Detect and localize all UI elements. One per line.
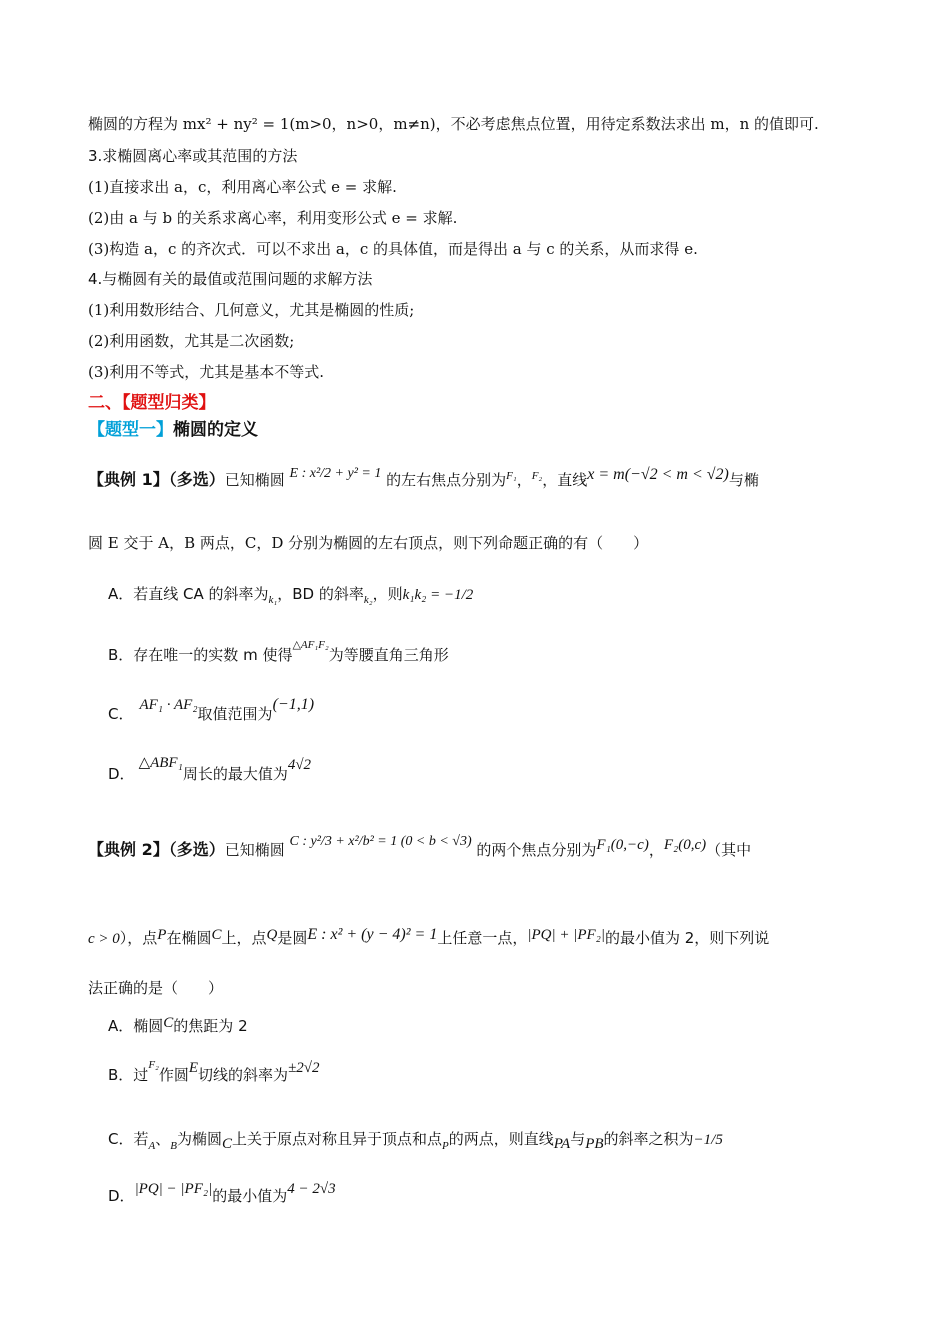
method-3-item-2: (2)由 a 与 b 的关系求离心率，利用变形公式 e = 求解.: [88, 209, 458, 227]
example-1-f2: F₂: [531, 470, 543, 482]
method-4-item-1: (1)利用数形结合、几何意义，尤其是椭圆的性质;: [88, 301, 415, 319]
example-1-line-1: [88, 468, 759, 494]
example-2-text-l2b: ），点: [119, 929, 158, 947]
example-1-text-a: 已知椭圆: [224, 471, 285, 489]
ex2-option-d-text-1: 的最小值为: [212, 1187, 288, 1205]
example-2-text-b: 的两个焦点分别为: [476, 841, 597, 859]
example-2-text-l2d: 上，点: [221, 929, 267, 947]
ex2-option-a-label: A．: [108, 1017, 134, 1035]
option-c-expr: AF₁ · AF₂: [139, 697, 198, 713]
example-1-label: 【典例 1】（多选）: [88, 470, 225, 489]
ex2-option-c-pb: PB: [585, 1136, 604, 1152]
example-2-sum-expr: |PQ| + |PF₂|: [527, 927, 605, 943]
ex2-option-c-text-6: 与: [570, 1130, 586, 1148]
option-b-triangle: △AF₁F₂: [292, 639, 329, 651]
example-1-f1: F₁: [506, 470, 517, 482]
option-a-text-1: 若直线 CA 的斜率为: [133, 585, 269, 603]
ex2-option-b-f2: F₂: [148, 1059, 159, 1071]
method-4-title: 4.与椭圆有关的最值或范围问题的求解方法: [88, 270, 373, 288]
example-2-text-l2e: 是圆: [277, 929, 308, 947]
ex2-option-b-text-3: 切线的斜率为: [198, 1066, 289, 1084]
option-a-label: A．: [108, 585, 134, 603]
example-2-option-c: [108, 1126, 723, 1154]
ex2-option-c-label: C．: [108, 1130, 134, 1148]
type-heading-bracket: 【题型一】: [88, 420, 173, 440]
ex2-option-b-value: ±2√2: [288, 1060, 320, 1076]
example-1-ellipse-eq: E : x²/2 + y² = 1: [289, 466, 382, 481]
ex2-option-a-c: C: [163, 1015, 174, 1031]
ex2-option-c-text-4: 上关于原点对称且异于顶点和点: [232, 1130, 443, 1148]
example-2-text-a: 已知椭圆: [224, 841, 285, 859]
example-2-option-b: [108, 1059, 320, 1090]
example-1-text-d: 与椭: [728, 471, 759, 489]
option-c-text-1: 取值范围为: [197, 705, 273, 723]
ex2-option-c-value: −1/5: [693, 1132, 723, 1148]
example-2-text-c: （其中: [706, 841, 752, 859]
option-b-label: B．: [108, 646, 134, 664]
ex2-option-c-a: A: [148, 1140, 156, 1152]
example-2-c-positive: c > 0: [88, 931, 120, 947]
option-d-value: 4√2: [287, 757, 312, 773]
example-1-option-b: [108, 639, 449, 667]
method-2-tail: 椭圆的方程为 mx² + ny² = 1(m>0，n>0，m≠n)，不必考虑焦点位置，用待定系数法求出 m，n 的值即可.: [88, 115, 819, 133]
example-2-ellipse-eq: C : y²/3 + x²/b² = 1 (0 < b < √3): [289, 834, 472, 849]
ex2-option-d-label: D．: [108, 1187, 135, 1205]
option-d-triangle: △ABF₁: [138, 755, 183, 771]
option-a-text-3: ，则: [372, 585, 403, 603]
ex2-option-c-text-5: 的两点，则直线: [448, 1130, 554, 1148]
example-2-label: 【典例 2】（多选）: [88, 840, 225, 859]
option-a-k2: k₂: [363, 594, 373, 606]
example-2-ellipse-c: C: [211, 927, 222, 943]
option-a-k1: k₁: [268, 594, 278, 606]
ex2-option-d-value: 4 − 2√3: [287, 1181, 336, 1197]
ex2-option-a-text-1: 椭圆: [133, 1017, 164, 1035]
example-1-comma: ，: [516, 471, 532, 489]
example-2-f2: F₂(0,c): [663, 837, 707, 853]
example-1-option-a: [108, 584, 473, 606]
example-2-point-p: P: [157, 927, 167, 943]
ex2-option-c-text-1: 若: [133, 1130, 149, 1148]
example-2-line-2: [88, 926, 769, 951]
ex2-option-c-text-2: 、: [155, 1130, 171, 1148]
ex2-option-d-expr: |PQ| − |PF₂|: [134, 1181, 213, 1197]
option-c-range: (−1,1): [272, 696, 315, 713]
ex2-option-a-text-2: 的焦距为 2: [173, 1017, 248, 1035]
example-2-f1: F₁(0,−c): [596, 837, 649, 853]
option-d-text-1: 周长的最大值为: [182, 765, 288, 783]
ex2-option-c-pa: PA: [553, 1136, 571, 1152]
ex2-option-c-text-3: 为椭圆: [176, 1130, 222, 1148]
example-2-text-l2c: 在椭圆: [166, 929, 212, 947]
example-1-line-2: 圆 E 交于 A，B 两点，C，D 分别为椭圆的左右顶点，则下列命题正确的有（ ）: [88, 534, 649, 552]
ex2-option-c-c: C: [222, 1136, 233, 1152]
ex2-option-c-b: B: [170, 1140, 177, 1152]
example-1-line-eq: x = m(−√2 < m < √2): [587, 466, 729, 483]
method-4-item-3: (3)利用不等式，尤其是基本不等式.: [88, 363, 325, 381]
example-1-option-c: [108, 696, 315, 729]
option-d-label: D．: [108, 765, 135, 783]
ex2-option-b-text-2: 作圆: [158, 1066, 189, 1084]
example-1-text-b: 的左右焦点分别为: [386, 471, 507, 489]
method-3-item-1: (1)直接求出 a，c，利用离心率公式 e = 求解.: [88, 178, 397, 196]
ex2-option-b-text-1: 过: [133, 1066, 149, 1084]
ex2-option-c-p: P: [442, 1140, 449, 1152]
option-a-text-2: ，BD 的斜率: [277, 585, 364, 603]
option-c-label: C．: [108, 705, 134, 723]
option-b-text-1: 存在唯一的实数 m 使得: [133, 646, 293, 664]
example-2-option-d: [108, 1182, 336, 1211]
section-heading: 二、【题型归类】: [88, 393, 216, 413]
example-2-line-1: [88, 834, 752, 864]
ex2-option-b-e: E: [188, 1060, 199, 1076]
example-2-line-3: 法正确的是（ ）: [88, 979, 224, 997]
type-heading-text: 椭圆的定义: [173, 420, 258, 440]
ex2-option-c-text-7: 的斜率之积为: [603, 1130, 694, 1148]
option-a-expr: k₁k₂ = −1/2: [402, 587, 474, 603]
example-2-circle-eq: E : x² + (y − 4)² = 1: [307, 926, 438, 943]
example-2-point-q: Q: [266, 927, 278, 943]
example-2-text-l2g: 的最小值为 2，则下列说: [605, 929, 770, 947]
example-1-option-d: [108, 755, 312, 789]
method-4-item-2: (2)利用函数，尤其是二次函数;: [88, 332, 295, 350]
option-b-text-2: 为等腰直角三角形: [328, 646, 449, 664]
method-3-title: 3.求椭圆离心率或其范围的方法: [88, 147, 298, 165]
example-2-text-l2f: 上任意一点，: [437, 929, 528, 947]
example-1-text-c: ，直线: [542, 471, 588, 489]
example-2-comma: ，: [648, 841, 664, 859]
type-heading: [88, 420, 258, 440]
example-2-option-a: [108, 1014, 248, 1039]
ex2-option-b-label: B．: [108, 1066, 134, 1084]
method-3-item-3: (3)构造 a，c 的齐次式．可以不求出 a，c 的具体值，而是得出 a 与 c 的关系，从而求得 e.: [88, 240, 698, 258]
